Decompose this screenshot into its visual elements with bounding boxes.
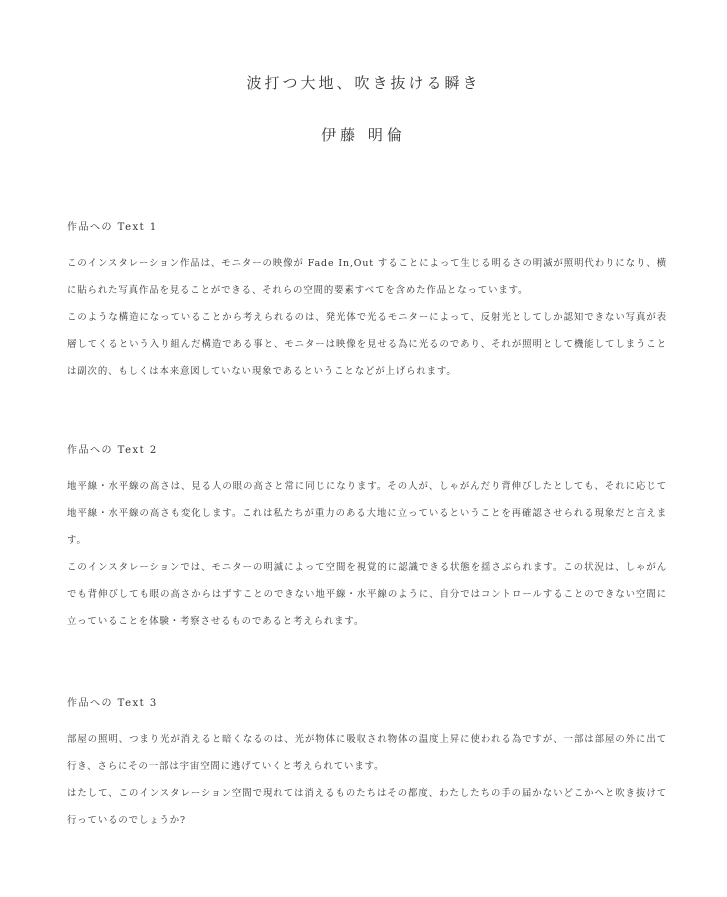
paragraph: このインスタレーション作品は、モニターの映像が Fade In,Out することによって生じる明るさの明滅が照明代わりになり、横に貼られた写真作品を見ることができる、それらの空間的要素すべてを含めた作品となっています。 bbox=[67, 258, 667, 296]
author-name: 伊藤 明倫 bbox=[321, 126, 406, 144]
section-text-1 bbox=[67, 221, 667, 385]
paragraph: はたして、このインスタレーション空間で現れては消えるものたちはその都度、わたしたちの手の届かないどこかへと吹き抜けて行っているのでしょうか? bbox=[67, 788, 667, 826]
section-heading: 作品への Text 2 bbox=[67, 445, 158, 456]
paragraph: 部屋の照明、つまり光が消えると暗くなるのは、光が物体に吸収され物体の温度上昇に使われる為ですが、一部は部屋の外に出て行き、さらにその一部は宇宙空間に逃げていくと考えられています。 bbox=[67, 734, 667, 772]
section-heading: 作品への Text 1 bbox=[67, 222, 158, 233]
section-heading: 作品への Text 3 bbox=[67, 698, 158, 709]
page-title: 波打つ大地、吹き抜ける瞬き bbox=[246, 74, 481, 92]
paragraph: このような構造になっていることから考えられるのは、発光体で光るモニターによって、反射光としてしか認知できない写真が表層してくるという入り組んだ構造である事と、モニターは映像を見せる為に光るのであり、それが照明として機能してしまうことは副次的、もしくは本来意図していない現象であるということなどが上げられます。 bbox=[67, 312, 667, 377]
paragraph: 地平線・水平線の高さは、見る人の眼の高さと常に同じになります。その人が、しゃがんだり背伸びしたとしても、それに応じて地平線・水平線の高さも変化します。これは私たちが重力のある大地に立っているということを再確認させられる現象だと言えます。 bbox=[67, 481, 667, 546]
paragraph: このインスタレーションでは、モニターの明滅によって空間を視覚的に認識できる状態を揺さぶられます。この状況は、しゃがんでも背伸びしても眼の高さからはずすことのできない地平線・水平線のように、自分ではコントロールすることのできない空間に立っていることを体験・考察させるものであると考えられます。 bbox=[67, 562, 667, 627]
section-text-3 bbox=[67, 697, 667, 834]
section-text-2 bbox=[67, 444, 667, 635]
